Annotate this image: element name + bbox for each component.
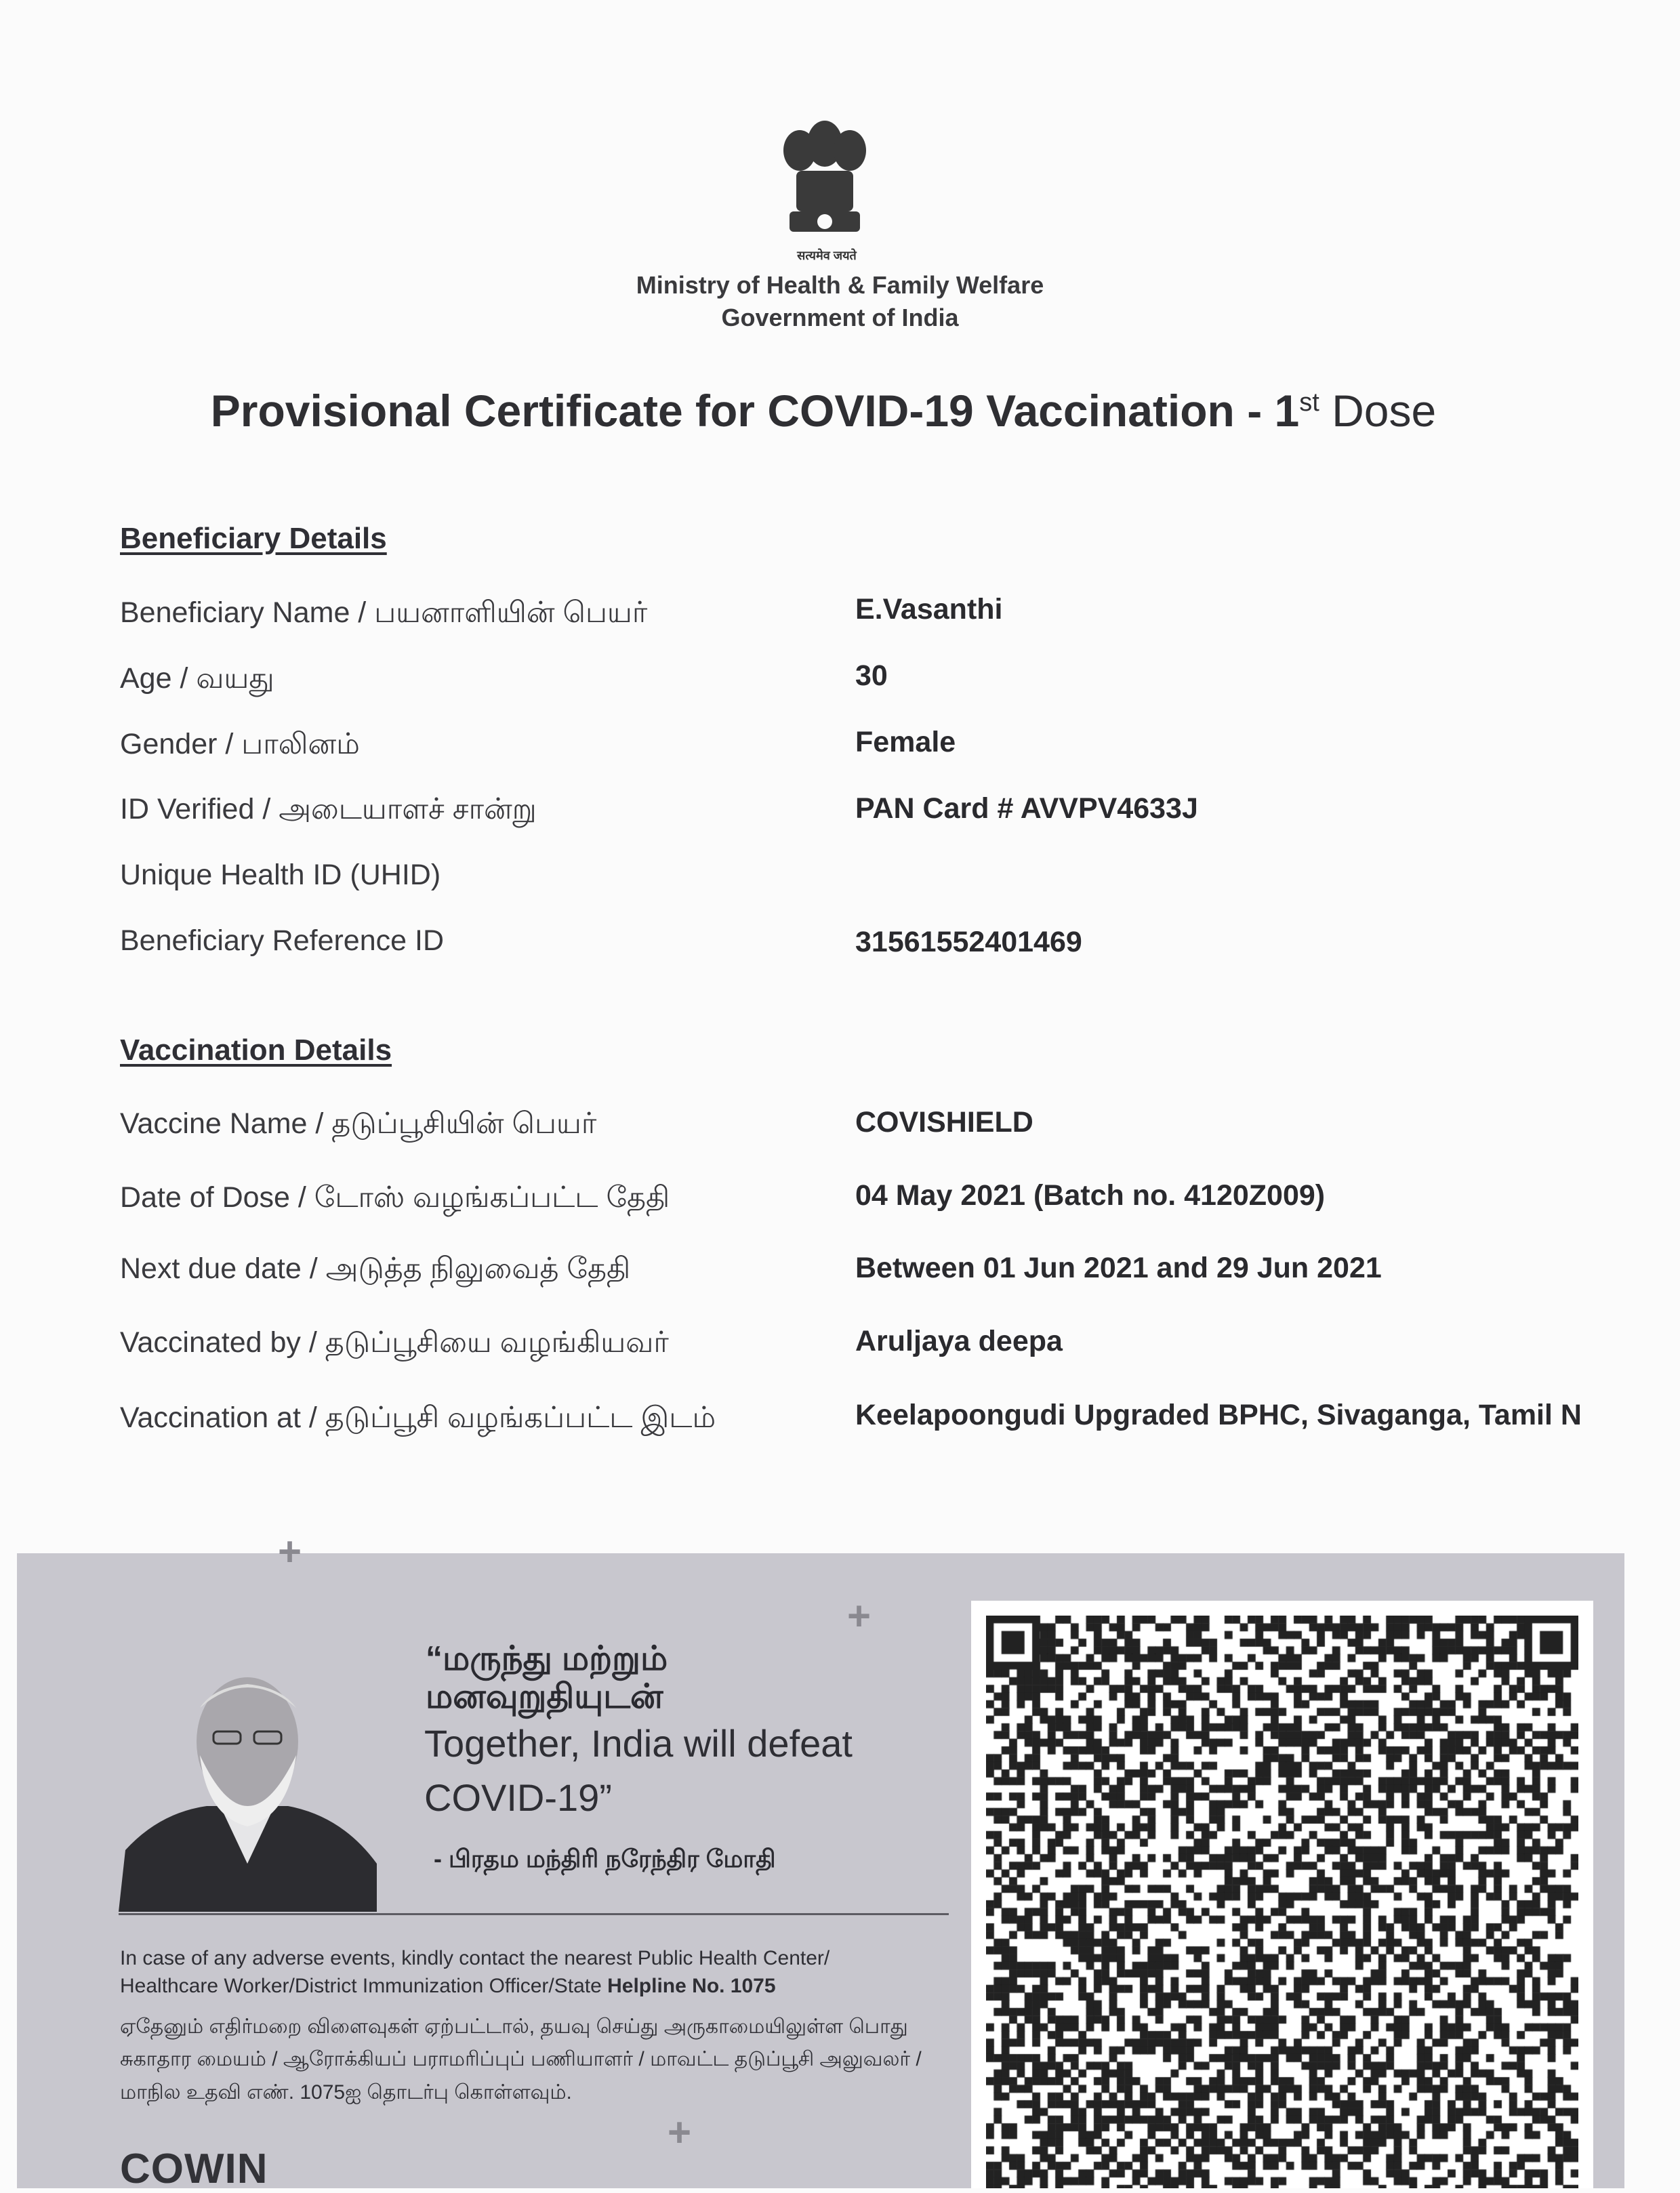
title-text: Provisional Certificate for COVID-19 Vaccination - 1 <box>210 386 1300 436</box>
row-label: Vaccination at / தடுப்பூசி வழங்கப்பட்ட இடம் <box>120 1401 716 1434</box>
quote-tamil-line-1: “மருந்து மற்றும் <box>426 1639 668 1677</box>
adverse-notice-en-1: In case of any adverse events, kindly contact the nearest Public Health Center/ <box>120 1947 830 1969</box>
title-superscript: st <box>1299 388 1319 417</box>
adverse-notice-ta-3: மாநில உதவி எண். 1075ஐ தொடர்பு கொள்ளவும். <box>120 2081 572 2104</box>
row-label: Age / வயது <box>120 662 274 695</box>
vaccination-at-value: Keelapoongudi Upgraded BPHC, Sivaganga, Tamil N <box>855 1399 1582 1431</box>
ministry-name: Ministry of Health & Family Welfare <box>636 271 1044 299</box>
quote-english-line-1: Together, India will defeat <box>424 1722 853 1765</box>
national-emblem-icon <box>779 117 870 255</box>
helpline-number: Helpline No. 1075 <box>607 1975 776 1997</box>
emblem-motto: सत्यमेव जयते <box>797 249 857 262</box>
row-label: Vaccine Name / தடுப்பூசியின் பெயர் <box>120 1107 597 1140</box>
row-label: Next due date / அடுத்த நிலுவைத் தேதி <box>120 1252 631 1285</box>
government-name: Government of India <box>721 304 959 331</box>
qr-code <box>971 1601 1593 2188</box>
page-title <box>0 385 1647 436</box>
adverse-notice-text: Healthcare Worker/District Immunization Officer/State <box>120 1975 608 1997</box>
vaccine-name-value: COVISHIELD <box>855 1106 1033 1139</box>
row-label: Beneficiary Name / பயனாளியின் பெயர் <box>120 596 648 629</box>
plus-decoration-icon: + <box>847 1593 872 1639</box>
adverse-notice-en-2 <box>120 1975 776 1998</box>
row-label: Date of Dose / டோஸ் வழங்கப்பட்ட தேதி <box>120 1181 670 1214</box>
quote-english-line-2: COVID-19” <box>424 1776 612 1819</box>
adverse-notice-ta-2: சுகாதார மையம் / ஆரோக்கியப் பராமரிப்புப் பணியாளர் / மாவட்ட தடுப்பூசி அலுவலர் / <box>120 2048 922 2070</box>
reference-id-value: 31561552401469 <box>855 926 1082 958</box>
divider <box>119 1913 949 1915</box>
age-value: 30 <box>855 659 888 692</box>
beneficiary-name-value: E.Vasanthi <box>855 593 1003 626</box>
cowin-logo: COWIN <box>120 2146 268 2192</box>
quote-tamil-line-2: மனவுறுதியுடன் <box>426 1677 663 1715</box>
adverse-notice-ta-1: ஏதேனும் எதிர்மறை விளைவுகள் ஏற்பட்டால், தயவு செய்து அருகாமையிலுள்ள பொது <box>120 2015 908 2038</box>
row-label: Beneficiary Reference ID <box>120 924 444 957</box>
row-label: Vaccinated by / தடுப்பூசியை வழங்கியவர் <box>120 1326 669 1359</box>
next-due-value: Between 01 Jun 2021 and 29 Jun 2021 <box>855 1252 1382 1284</box>
dose-date-value: 04 May 2021 (Batch no. 4120Z009) <box>855 1179 1326 1212</box>
vaccinated-by-value: Aruljaya deepa <box>855 1325 1063 1357</box>
plus-decoration-icon: + <box>668 2110 692 2155</box>
row-label: ID Verified / அடையாளச் சான்று <box>120 793 537 825</box>
prime-minister-photo <box>119 1660 377 1912</box>
row-label: Gender / பாலினம் <box>120 728 360 760</box>
plus-decoration-icon: + <box>278 1529 302 1574</box>
gender-value: Female <box>855 726 956 758</box>
beneficiary-details-heading: Beneficiary Details <box>120 522 387 555</box>
qr-code-pattern <box>986 1616 1578 2188</box>
vaccination-details-heading: Vaccination Details <box>120 1033 392 1067</box>
id-verified-value: PAN Card # AVVPV4633J <box>855 792 1198 825</box>
row-label: Unique Health ID (UHID) <box>120 859 441 891</box>
title-dose: Dose <box>1319 386 1437 436</box>
quote-attribution: - பிரதம மந்திரி நரேந்திர மோதி <box>434 1845 776 1872</box>
